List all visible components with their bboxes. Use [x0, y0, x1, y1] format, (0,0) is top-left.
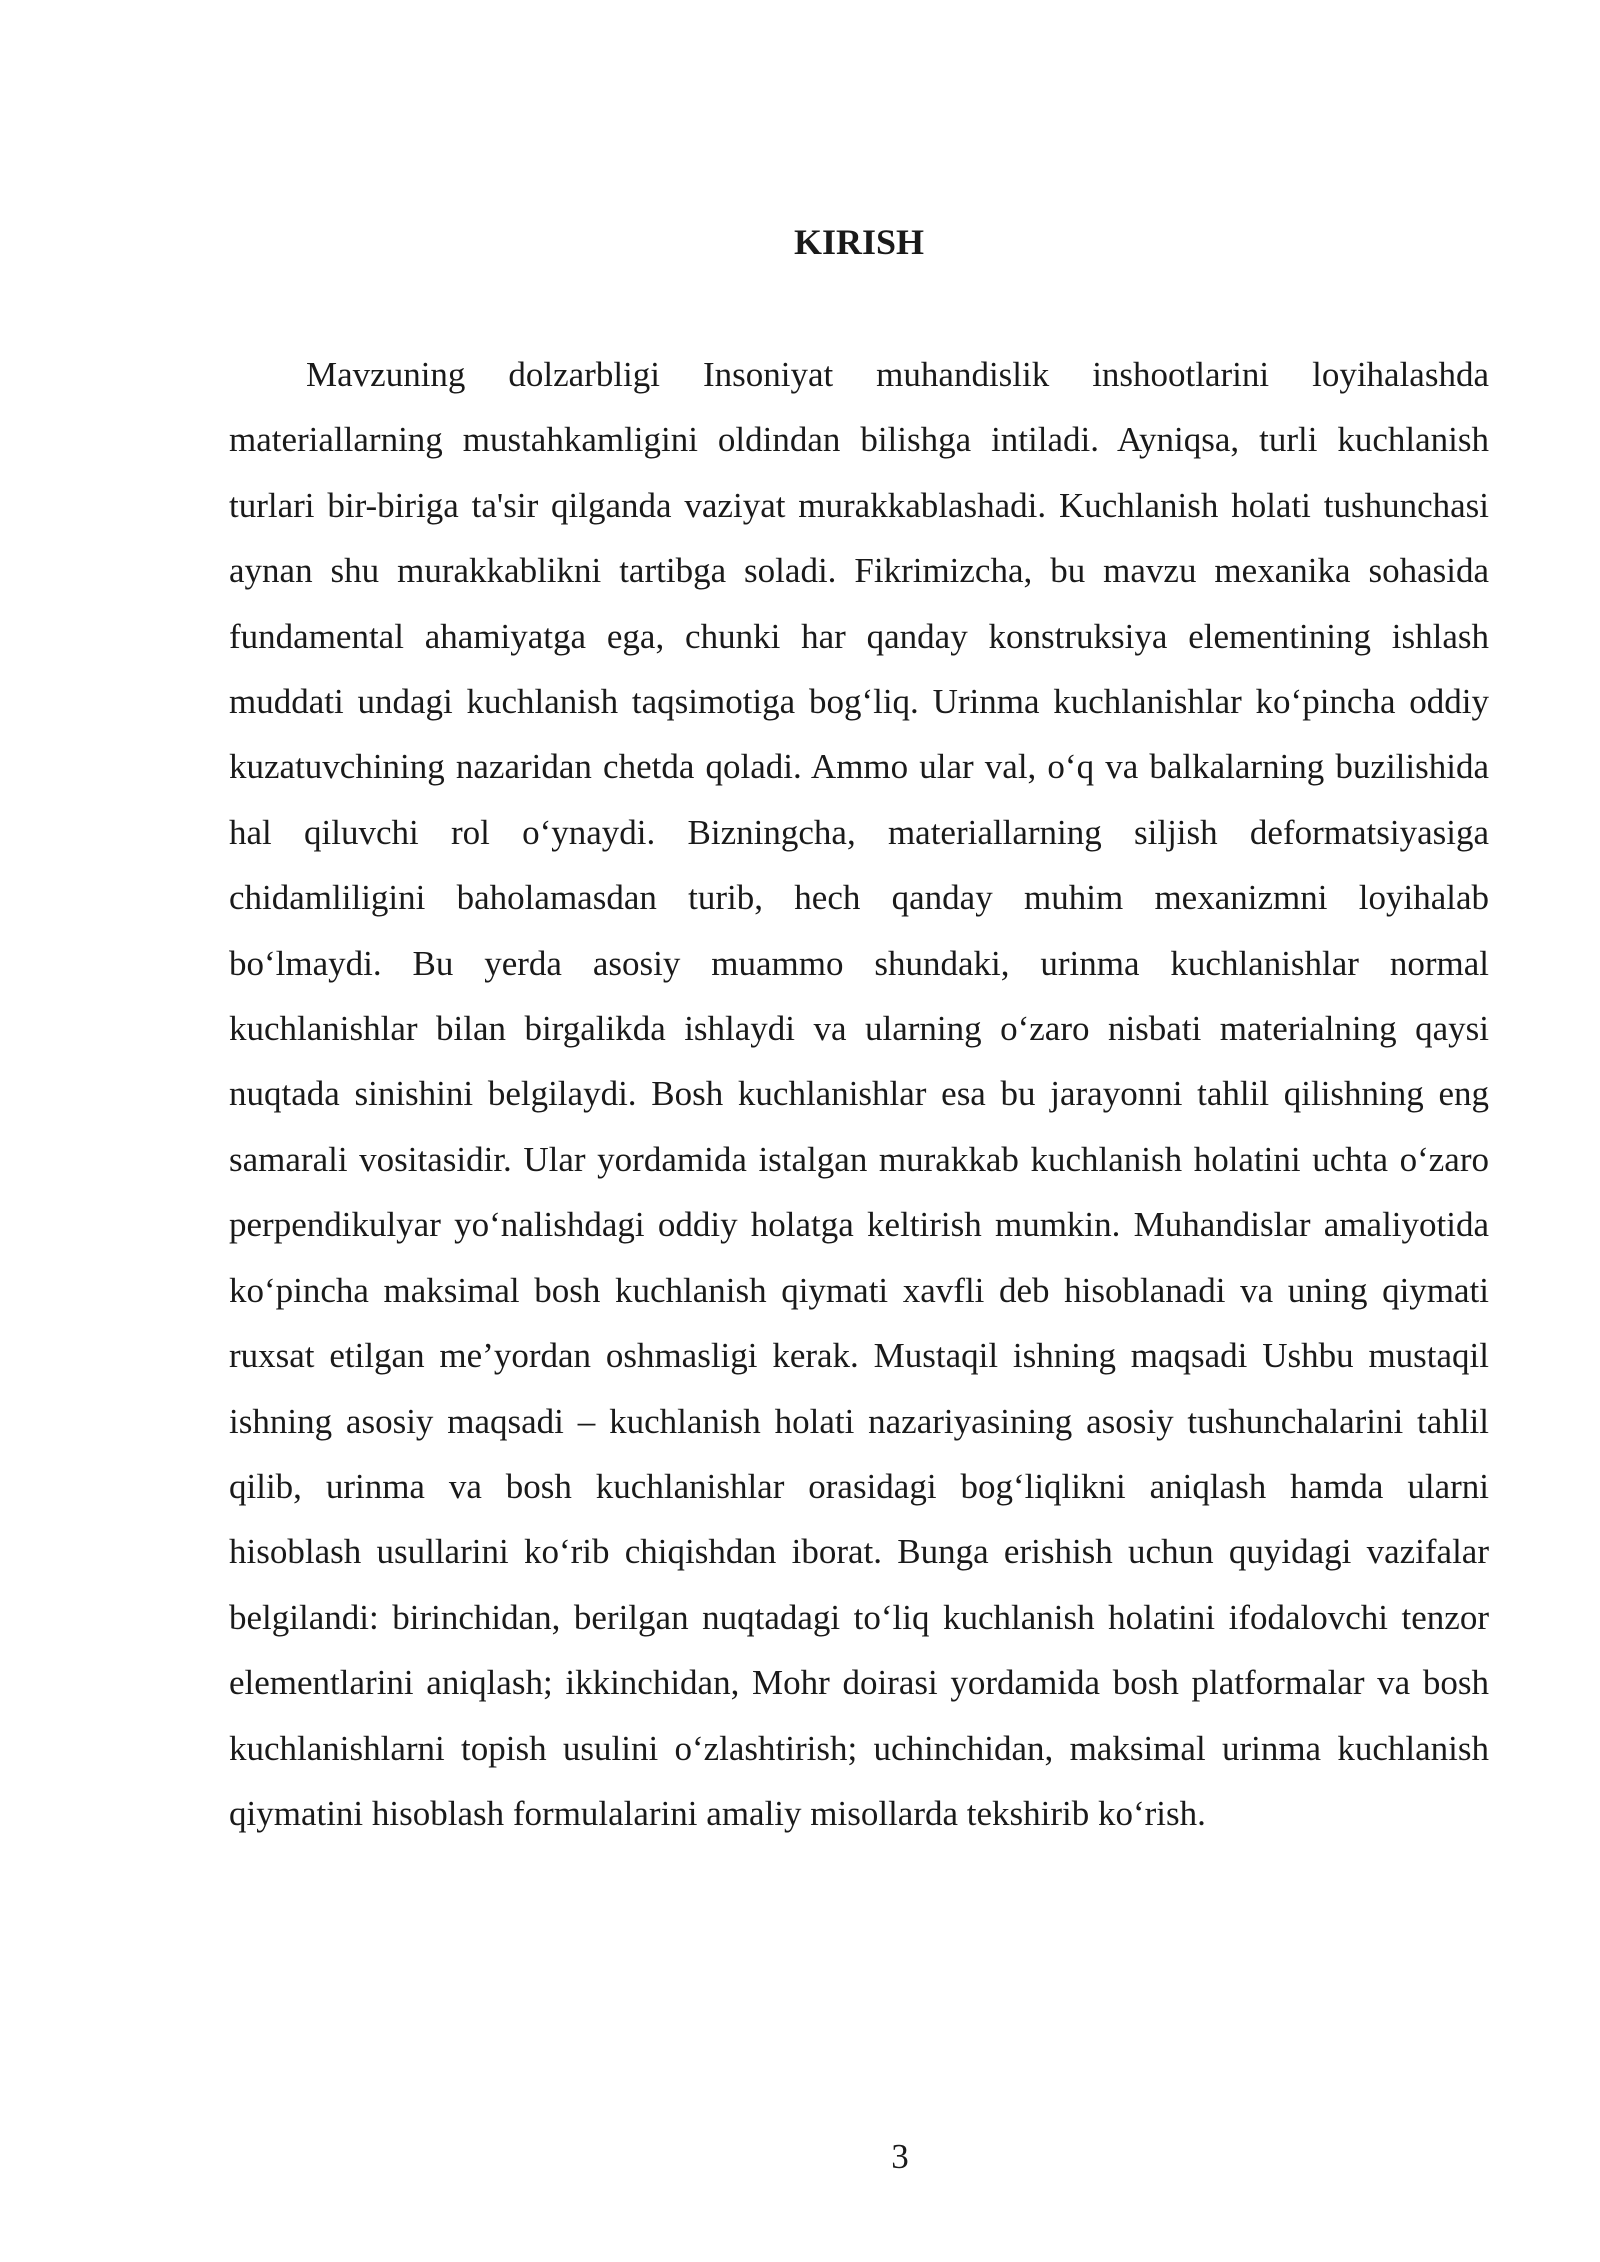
body-paragraph: Mavzuning dolzarbligi Insoniyat muhandislik inshootlarini loyihalashda materiallarning mustahkamligini oldindan bilishga intiladi. Ayniqsa, turli kuchlanish turlari bir-biriga ta'sir qilganda vaziyat murakkablashadi. Kuchlanish holati tushunchasi aynan shu murakkablikni tartibga soladi. Fikrimizcha, bu mavzu mexanika sohasida fundamental ahamiyatga ega, chunki har qanday konstruksiya elementining ishlash muddati undagi kuchlanish taqsimotiga bog‘liq. Urinma kuchlanishlar ko‘pincha oddiy kuzatuvchining nazaridan chetda qoladi. Ammo ular val, o‘q va balkalarning buzilishida hal qiluvchi rol o‘ynaydi. Bizningcha, materiallarning siljish deformatsiyasiga chidamliligini baholamasdan turib, hech qanday muhim mexanizmni loyihalab bo‘lmaydi. Bu yerda asosiy muammo shundaki, urinma kuchlanishlar normal kuchlanishlar bilan birgalikda ishlaydi va ularning o‘zaro nisbati materialning qaysi nuqtada sinishini belgilaydi. Bosh kuchlanishlar esa bu jarayonni tahlil qilishning eng samarali vositasidir. Ular yordamida istalgan murakkab kuchlanish holatini uchta o‘zaro perpendikulyar yo‘nalishdagi oddiy holatga keltirish mumkin. Muhandislar amaliyotida ko‘pincha maksimal bosh kuchlanish qiymati xavfli deb hisoblanadi va uning qiymati ruxsat etilgan me’yordan oshmasligi kerak. Mustaqil ishning maqsadi Ushbu mustaqil ishning asosiy maqsadi – kuchlanish holati nazariyasining asosiy tushunchalarini tahlil qilib, urinma va bosh kuchlanishlar orasidagi bog‘liqlikni aniqlash hamda ularni hisoblash usullarini ko‘rib chiqishdan iborat. Bunga erishish uchun quyidagi vazifalar belgilandi: birinchidan, berilgan nuqtadagi to‘liq kuchlanish holatini ifodalovchi tenzor elementlarini aniqlash; ikkinchidan, Mohr doirasi yordamida bosh platformalar va bosh kuchlanishlarni topish usulini o‘zlashtirish; uchinchidan, maksimal urinma kuchlanish qiymatini hisoblash formulalarini amaliy misollarda tekshirib ko‘rish.	[229, 355, 1489, 1833]
page-title: KIRISH	[793, 222, 925, 262]
page-number: 3	[891, 2137, 909, 2176]
